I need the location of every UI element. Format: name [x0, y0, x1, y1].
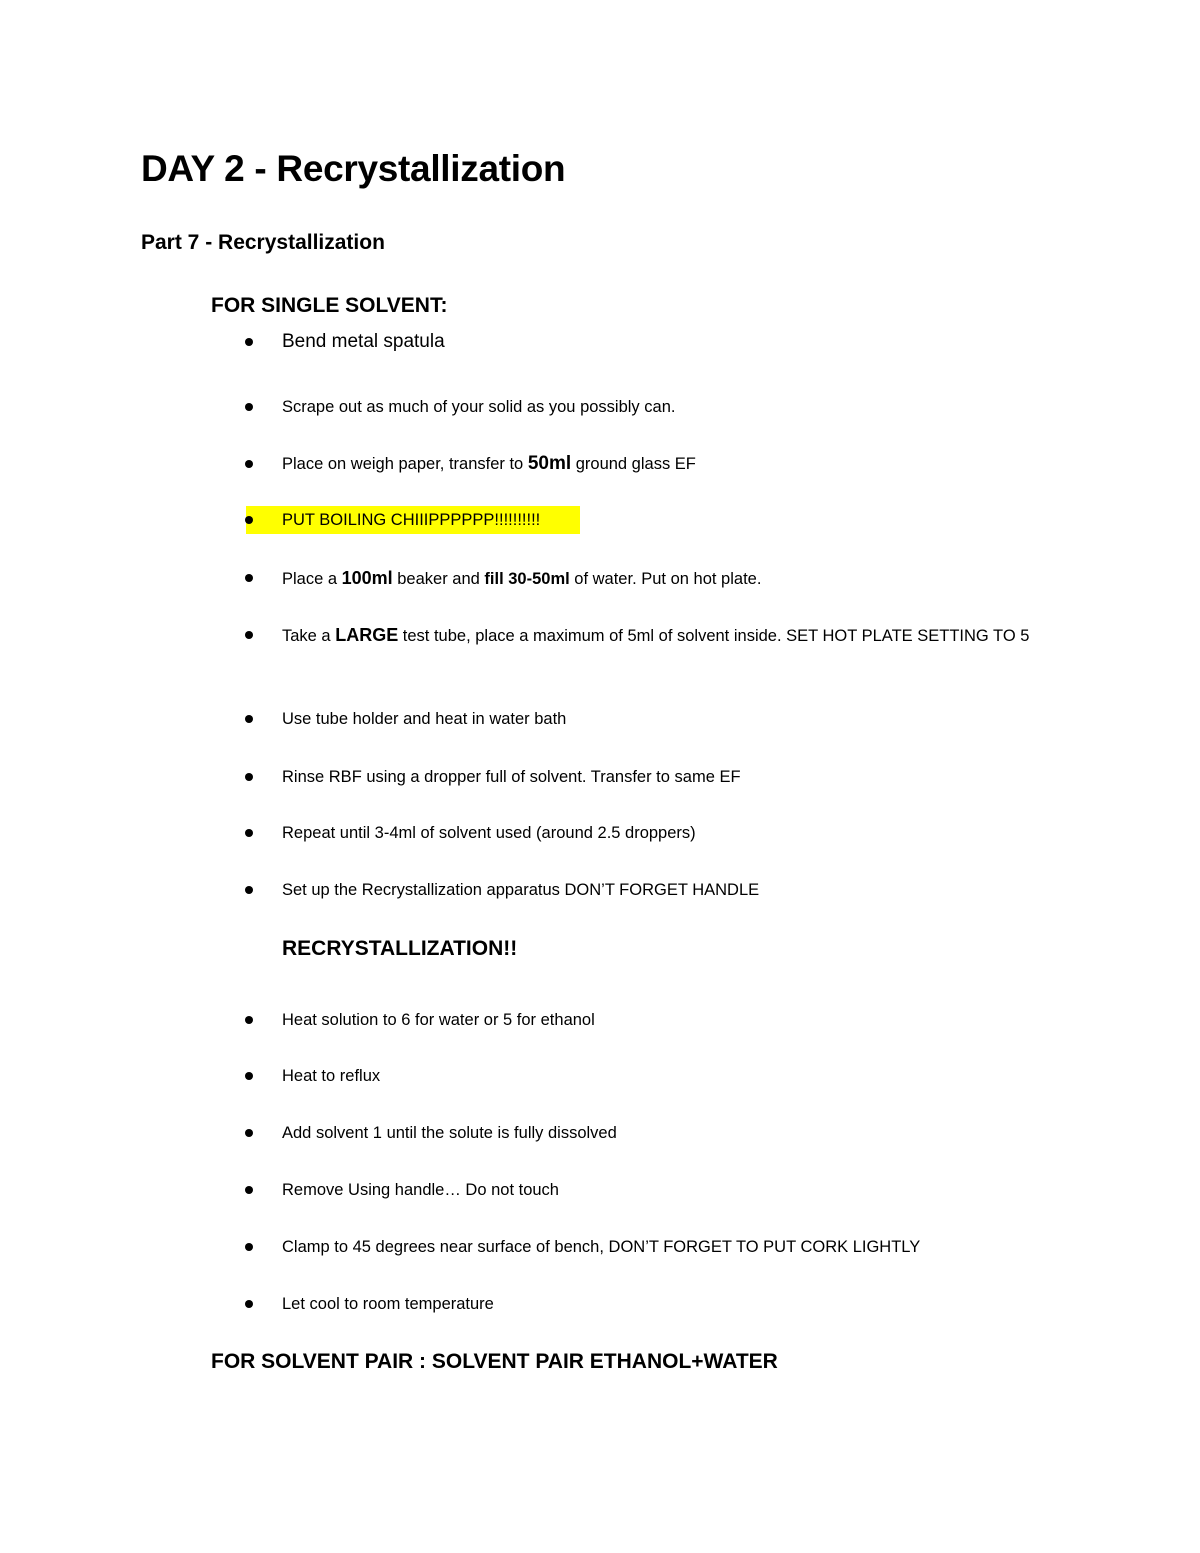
- bullet-icon: [244, 876, 254, 904]
- bullet-icon: [244, 1176, 254, 1204]
- bullet-icon: [244, 1290, 254, 1318]
- bullet-icon: [244, 705, 254, 733]
- bullet-icon: [244, 450, 254, 478]
- bullet-icon: [244, 621, 254, 649]
- solvent-pair-heading: FOR SOLVENT PAIR : SOLVENT PAIR ETHANOL+WATER: [211, 1350, 778, 1373]
- document-page: DAY 2 - Recrystallization Part 7 - Recrystallization FOR SINGLE SOLVENT: Bend metal spatula Scrape out as much of your solid as you possibly can. Place on weigh paper, transfer to 50ml ground glass EF PUT BOILING CHIIIPPPPPP!!!!!!!!!! Place a 100ml beaker and fill 30-50ml of water. Put on hot plate. Take a LARGE test tube, place a maximum of 5ml of solvent inside. SET HOT PLATE SETTING TO 5 Use tube holder and heat in water bath Rinse RBF using a dropper full of solvent. Transfer to same EF Repeat until 3-4ml of solvent used (around 2.5 droppers) Set up the Recrystallization apparatus DON’T FORGET HANDLE RECRYSTALLIZATION!! Heat solution to 6 for water or 5 for ethanol Heat to reflux Add solvent 1 until the solute is fully dissolved Remove Using handle… Do not touch Clamp to 45 degrees near surface of bench, DON’T FORGET TO PUT CORK LIGHTLY Let cool to room temperature FOR SOLVENT PAIR : SOLVENT PAIR ETHANOL+WATER: [141, 148, 1030, 1373]
- recrystallization-heading: RECRYSTALLIZATION!!: [282, 937, 518, 960]
- bullet-icon: [244, 1062, 254, 1090]
- part-heading: Part 7 - Recrystallization: [141, 231, 385, 254]
- bullet-icon: [244, 819, 254, 847]
- bullet-icon: [244, 1233, 254, 1261]
- bullet-icon: [244, 564, 254, 592]
- bullet-icon: [244, 328, 254, 356]
- bullet-icon: [244, 763, 254, 791]
- single-solvent-heading: FOR SINGLE SOLVENT:: [211, 294, 448, 317]
- page-title: DAY 2 - Recrystallization: [141, 148, 566, 189]
- bullet-icon: [244, 506, 254, 534]
- bullet-icon: [244, 1119, 254, 1147]
- bullet-icon: [244, 393, 254, 421]
- bullet-icon: [244, 1006, 254, 1034]
